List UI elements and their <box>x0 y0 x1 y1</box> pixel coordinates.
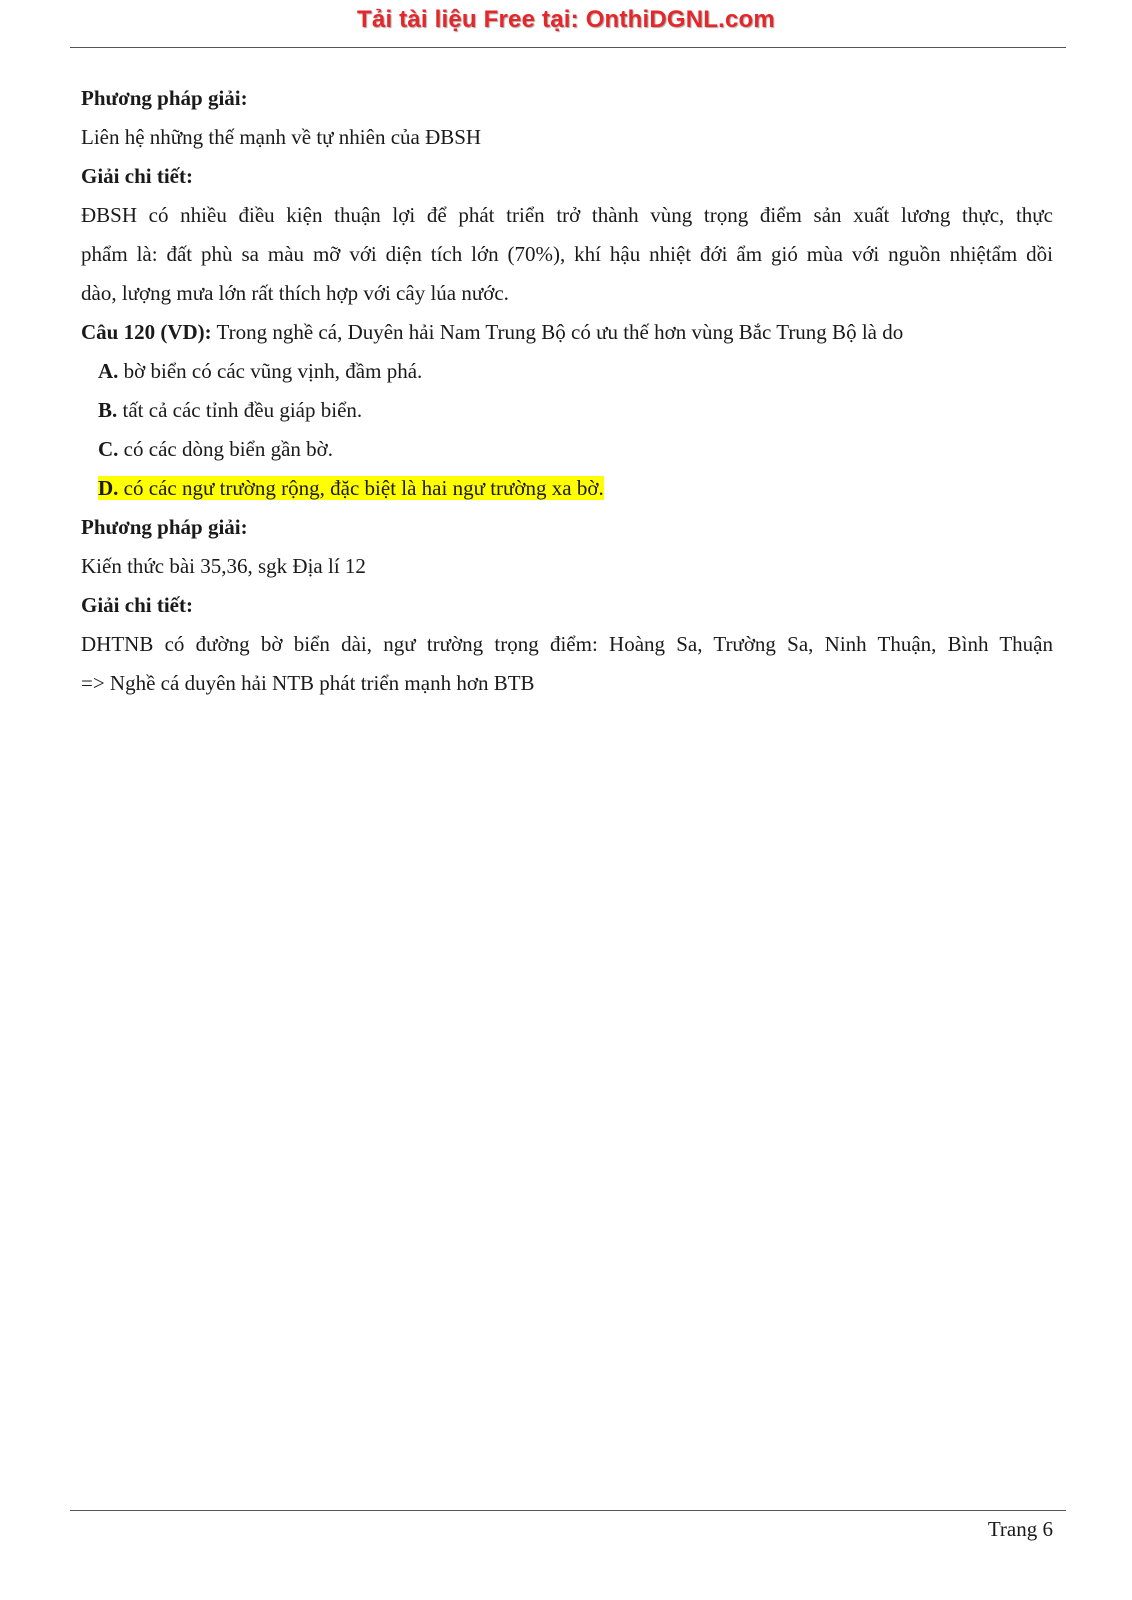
detail-line-1-2: phẩm là: đất phù sa màu mỡ với diện tích lớn (70%), khí hậu nhiệt đới ẩm gió mùa với nguồn nhiệtẩm dồi <box>81 242 1053 266</box>
method-heading-2: Phương pháp giải: <box>81 515 248 539</box>
header-divider <box>70 47 1066 48</box>
question-text: Trong nghề cá, Duyên hải Nam Trung Bộ có ưu thế hơn vùng Bắc Trung Bộ là do <box>211 320 904 344</box>
option-b <box>81 391 1053 430</box>
option-a-letter: A. <box>98 359 119 383</box>
option-c-text: có các dòng biển gần bờ. <box>118 437 334 461</box>
method-text-2: Kiến thức bài 35,36, sgk Địa lí 12 <box>81 554 366 578</box>
option-d-correct <box>81 469 1053 508</box>
option-a <box>81 352 1053 391</box>
answer-highlight <box>98 476 604 500</box>
document-body <box>81 79 1053 703</box>
option-a-text: bờ biển có các vũng vịnh, đầm phá. <box>118 359 423 383</box>
question-label: Câu 120 (VD): <box>81 320 212 344</box>
page-number: Trang 6 <box>987 1517 1053 1541</box>
option-b-letter: B. <box>98 398 118 422</box>
question-stem <box>81 313 1053 352</box>
detail-heading-2: Giải chi tiết: <box>81 593 193 617</box>
option-b-text: tất cả các tỉnh đều giáp biển. <box>117 398 363 422</box>
header-banner[interactable]: Tải tài liệu Free tại: OnthiDGNL.com <box>357 6 775 33</box>
option-c-letter: C. <box>98 437 119 461</box>
detail-line-1-3: dào, lượng mưa lớn rất thích hợp với cây lúa nước. <box>81 281 509 305</box>
detail-line-2-2: => Nghề cá duyên hải NTB phát triển mạnh hơn BTB <box>81 671 535 695</box>
footer-divider <box>70 1510 1066 1511</box>
option-c <box>81 430 1053 469</box>
option-d-letter: D. <box>98 476 119 500</box>
method-text-1: Liên hệ những thế mạnh về tự nhiên của ĐBSH <box>81 125 482 149</box>
detail-heading-1: Giải chi tiết: <box>81 164 193 188</box>
method-heading-1: Phương pháp giải: <box>81 86 248 110</box>
detail-line-1-1: ĐBSH có nhiều điều kiện thuận lợi để phát triển trở thành vùng trọng điểm sản xuất lương thực, thực <box>81 203 1053 227</box>
detail-line-2-1: DHTNB có đường bờ biển dài, ngư trường trọng điểm: Hoàng Sa, Trường Sa, Ninh Thuận, Bình Thuận <box>81 632 1053 656</box>
option-d-text: có các ngư trường rộng, đặc biệt là hai ngư trường xa bờ. <box>118 476 604 500</box>
